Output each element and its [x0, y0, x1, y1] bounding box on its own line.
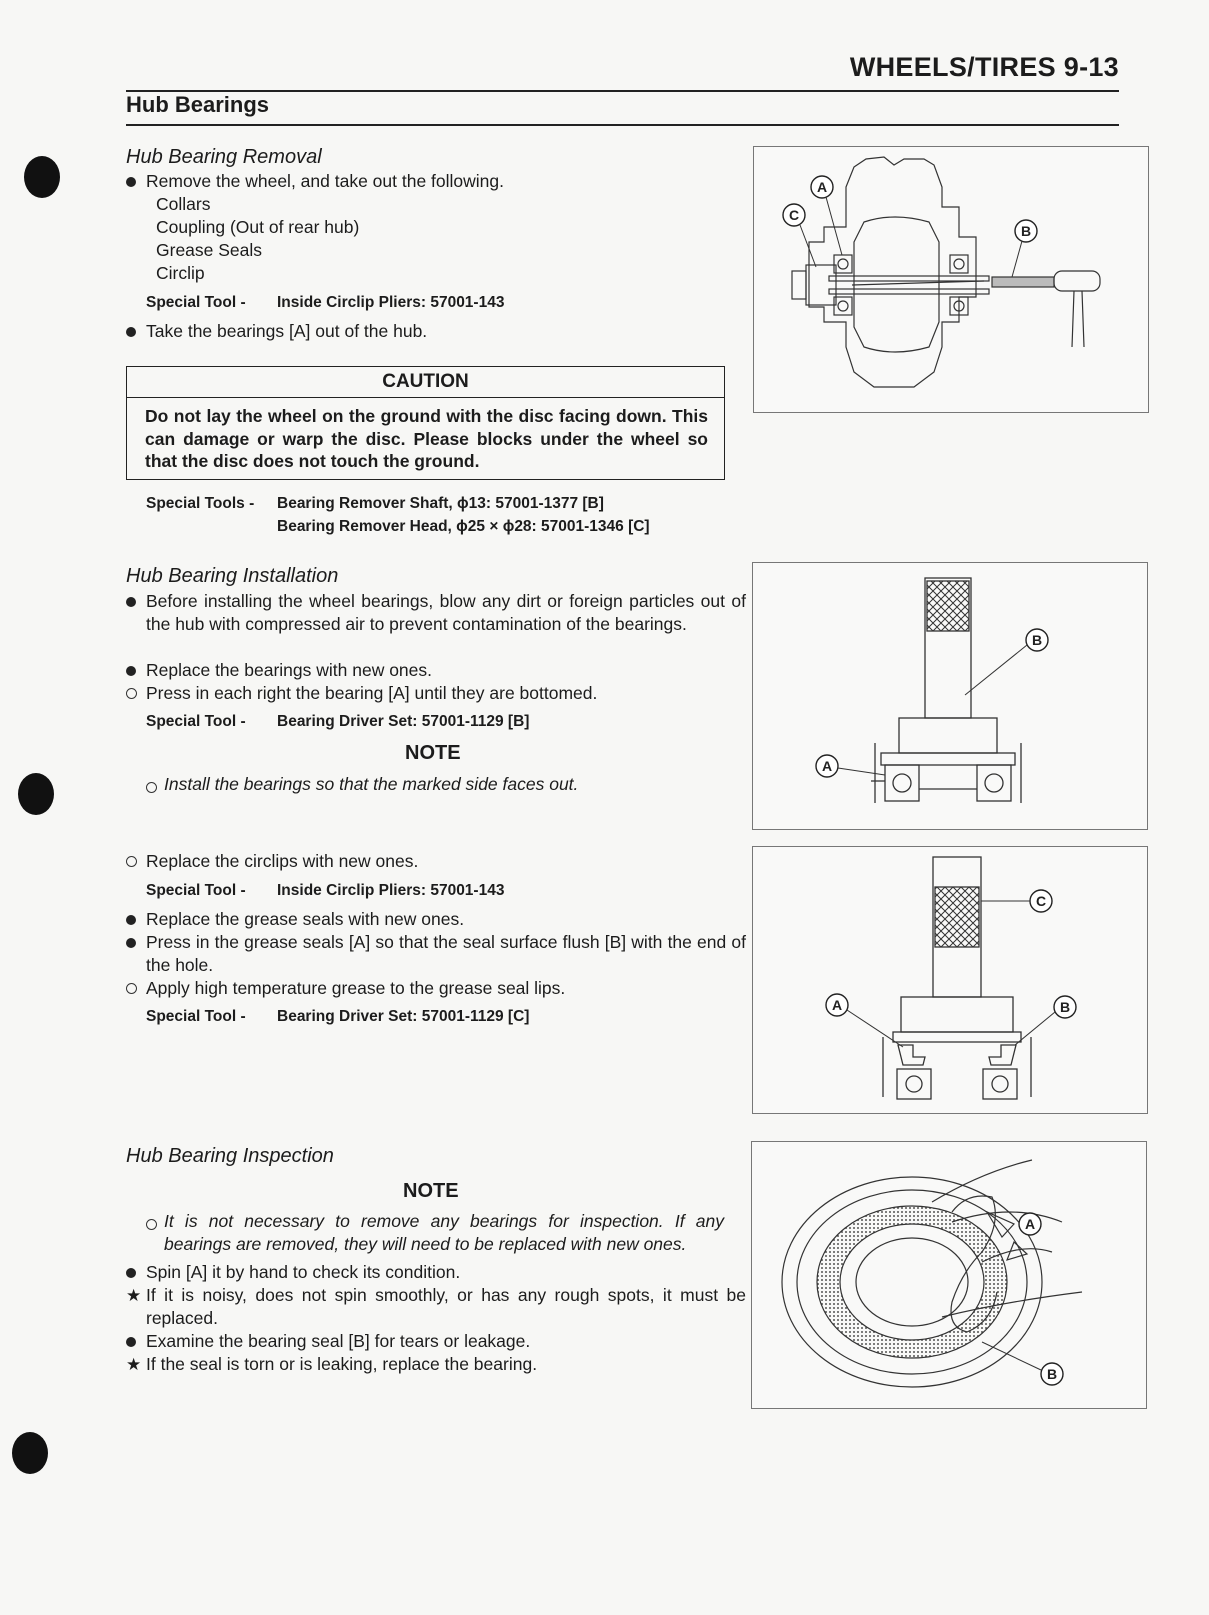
- installation-bullet-1: Before installing the wheel bearings, blow any dirt or foreign particles out of the hub with compressed air to prevent contamination of the bearings.: [126, 590, 746, 636]
- section-rule: [126, 124, 1119, 126]
- special-tool-head: Bearing Remover Head, ϕ25 × ϕ28: 57001-1346 [C]: [277, 518, 650, 535]
- binder-hole: [12, 1432, 48, 1474]
- special-tool-value: Inside Circlip Pliers: 57001-143: [277, 294, 505, 311]
- callout-C: C: [1035, 893, 1047, 909]
- installation-title: Hub Bearing Installation: [126, 565, 339, 587]
- figure-bearing-removal: [753, 146, 1149, 413]
- removal-bullet-2: Take the bearings [A] out of the hub.: [126, 320, 746, 343]
- binder-hole: [24, 156, 60, 198]
- inspection-star-1: ★ If it is noisy, does not spin smoothly, or has any rough spots, it must be replaced.: [126, 1285, 746, 1328]
- section-title: Hub Bearings: [126, 92, 270, 117]
- special-tool-label: Special Tool -: [146, 294, 246, 311]
- caution-heading: CAUTION: [127, 367, 724, 398]
- figure-bearing-installation: [752, 562, 1148, 830]
- inspection-bullet-1: Spin [A] it by hand to check its condition.: [126, 1261, 746, 1284]
- callout-B: B: [1046, 1366, 1058, 1382]
- installation-bullet-2: Replace the bearings with new ones.: [126, 659, 746, 682]
- removal-item: Coupling (Out of rear hub): [156, 217, 360, 237]
- removal-title: Hub Bearing Removal: [126, 146, 322, 168]
- removal-item: Circlip: [156, 263, 205, 283]
- callout-B: B: [1031, 632, 1043, 648]
- special-tool-value: Bearing Driver Set: 57001-1129 [B]: [277, 713, 530, 730]
- figure-seal-installation: [752, 846, 1148, 1114]
- inspection-bullet-2: Examine the bearing seal [B] for tears or leakage.: [126, 1330, 746, 1353]
- callout-C: C: [788, 207, 800, 223]
- binder-hole: [18, 773, 54, 815]
- callout-A: A: [831, 997, 843, 1013]
- callout-A: A: [816, 179, 828, 195]
- installation-bullet-4: Replace the circlips with new ones.: [126, 850, 746, 873]
- figure-bearing-inspection: [751, 1141, 1147, 1409]
- header-rule: [126, 90, 1119, 92]
- note-heading: NOTE: [405, 742, 461, 764]
- installation-bullet-3: Press in each right the bearing [A] until they are bottomed.: [126, 682, 746, 705]
- special-tool-label: Special Tool -: [146, 1008, 246, 1025]
- special-tool-value: Inside Circlip Pliers: 57001-143: [277, 882, 505, 899]
- inspection-star-2: ★ If the seal is torn or is leaking, replace the bearing.: [126, 1354, 538, 1374]
- callout-A: A: [821, 758, 833, 774]
- caution-box: [126, 366, 725, 480]
- installation-bullet-5: Replace the grease seals with new ones.: [126, 908, 746, 931]
- caution-text: Do not lay the wheel on the ground with the disc facing down. This can damage or warp the disc. Please blocks under the wheel so that the disc does not touch the ground.: [145, 406, 708, 471]
- removal-item: Grease Seals: [156, 240, 263, 260]
- page-header-title: WHEELS/TIRES 9-13: [849, 52, 1119, 82]
- bearing-driver-diagram: [753, 563, 1147, 829]
- special-tools-label: Special Tools -: [146, 495, 255, 512]
- removal-bullet-1: Remove the wheel, and take out the following.: [126, 170, 746, 193]
- callout-A: A: [1024, 1216, 1036, 1232]
- bearing-removal-diagram: [754, 147, 1148, 412]
- special-tool-label: Special Tool -: [146, 882, 246, 899]
- installation-bullet-6: Press in the grease seals [A] so that the seal surface flush [B] with the end of the hole.: [126, 931, 746, 977]
- removal-item: Collars: [156, 194, 211, 214]
- special-tool-shaft: Bearing Remover Shaft, ϕ13: 57001-1377 [B]: [277, 495, 604, 512]
- inspection-title: Hub Bearing Inspection: [126, 1145, 334, 1167]
- seal-driver-diagram: [753, 847, 1147, 1113]
- note-heading: NOTE: [403, 1180, 459, 1202]
- installation-bullet-7: Apply high temperature grease to the grease seal lips.: [126, 977, 746, 1000]
- bearing-inspection-diagram: [752, 1142, 1146, 1408]
- callout-B: B: [1020, 223, 1032, 239]
- special-tool-value: Bearing Driver Set: 57001-1129 [C]: [277, 1008, 530, 1025]
- special-tool-label: Special Tool -: [146, 713, 246, 730]
- callout-B: B: [1059, 999, 1071, 1015]
